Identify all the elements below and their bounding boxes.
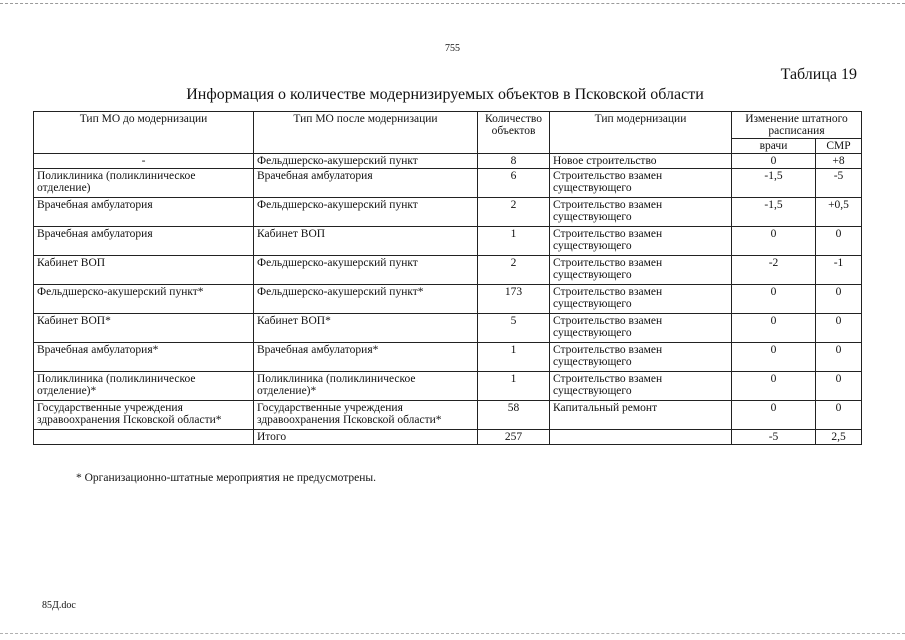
cell-after: Фельдшерско-акушерский пункт <box>254 198 478 227</box>
cell-nurses: 0 <box>816 343 862 372</box>
cell-modernization-type: Новое строительство <box>550 154 732 169</box>
cell-total-nurses: 2,5 <box>816 430 862 445</box>
cell-doctors: -1,5 <box>732 169 816 198</box>
cell-doctors: 0 <box>732 285 816 314</box>
header-staff-change: Изменение штатного расписания <box>732 112 862 139</box>
cell-doctors: 0 <box>732 372 816 401</box>
cell-count: 1 <box>478 372 550 401</box>
cell-count: 8 <box>478 154 550 169</box>
table-row <box>34 256 862 285</box>
table-row <box>34 154 862 169</box>
cell-after: Врачебная амбулатория <box>254 169 478 198</box>
cell-nurses: +8 <box>816 154 862 169</box>
table-row <box>34 198 862 227</box>
cell-doctors: -2 <box>732 256 816 285</box>
cell-after: Фельдшерско-акушерский пункт* <box>254 285 478 314</box>
cell-nurses: 0 <box>816 227 862 256</box>
table-header <box>34 112 862 154</box>
cell-after: Кабинет ВОП* <box>254 314 478 343</box>
cell-after: Фельдшерско-акушерский пункт <box>254 256 478 285</box>
cell-count: 5 <box>478 314 550 343</box>
table-row <box>34 401 862 430</box>
cell-total-empty-mod <box>550 430 732 445</box>
cell-after: Кабинет ВОП <box>254 227 478 256</box>
cell-total-label: Итого <box>254 430 478 445</box>
cell-modernization-type: Капитальный ремонт <box>550 401 732 430</box>
cell-count: 1 <box>478 227 550 256</box>
cell-count: 173 <box>478 285 550 314</box>
cell-modernization-type: Строительство взамен существующего <box>550 314 732 343</box>
cell-nurses: -5 <box>816 169 862 198</box>
cell-before: Государственные учреждения здравоохранения Псковской области* <box>34 401 254 430</box>
cell-nurses: 0 <box>816 401 862 430</box>
cell-before: Врачебная амбулатория <box>34 227 254 256</box>
table-row <box>34 372 862 401</box>
cell-modernization-type: Строительство взамен существующего <box>550 198 732 227</box>
cell-modernization-type: Строительство взамен существующего <box>550 372 732 401</box>
cell-modernization-type: Строительство взамен существующего <box>550 285 732 314</box>
cell-total-empty <box>34 430 254 445</box>
cell-count: 2 <box>478 256 550 285</box>
objects-table <box>33 111 862 445</box>
cell-modernization-type: Строительство взамен существующего <box>550 256 732 285</box>
page-number: 755 <box>445 43 460 54</box>
table-label: Таблица 19 <box>780 66 857 83</box>
cell-after: Поликлиника (поликлиническое отделение)* <box>254 372 478 401</box>
cell-modernization-type: Строительство взамен существующего <box>550 227 732 256</box>
cell-before: Кабинет ВОП <box>34 256 254 285</box>
cell-doctors: 0 <box>732 343 816 372</box>
cell-doctors: 0 <box>732 227 816 256</box>
table-row <box>34 343 862 372</box>
table-row <box>34 314 862 343</box>
table-row <box>34 169 862 198</box>
cell-nurses: +0,5 <box>816 198 862 227</box>
header-doctors: врачи <box>732 139 816 154</box>
cell-before: Кабинет ВОП* <box>34 314 254 343</box>
cell-nurses: 0 <box>816 372 862 401</box>
cell-before: Врачебная амбулатория <box>34 198 254 227</box>
cell-after: Фельдшерско-акушерский пункт <box>254 154 478 169</box>
table-body <box>34 154 862 445</box>
table-row <box>34 227 862 256</box>
cell-before: Фельдшерско-акушерский пункт* <box>34 285 254 314</box>
cell-before: Поликлиника (поликлиническое отделение) <box>34 169 254 198</box>
cell-before: Врачебная амбулатория* <box>34 343 254 372</box>
document-title: Информация о количестве модернизируемых объектов в Псковской области <box>186 86 704 103</box>
cell-before: Поликлиника (поликлиническое отделение)* <box>34 372 254 401</box>
cell-before: - <box>34 154 254 169</box>
header-modernization-type: Тип модернизации <box>550 112 732 154</box>
header-before: Тип МО до модернизации <box>34 112 254 154</box>
cell-after: Врачебная амбулатория* <box>254 343 478 372</box>
cell-doctors: 0 <box>732 401 816 430</box>
cell-count: 6 <box>478 169 550 198</box>
cell-total-count: 257 <box>478 430 550 445</box>
cell-count: 2 <box>478 198 550 227</box>
scan-edge-bottom <box>0 633 905 634</box>
cell-nurses: 0 <box>816 314 862 343</box>
cell-modernization-type: Строительство взамен существующего <box>550 343 732 372</box>
table-row <box>34 285 862 314</box>
scan-edge-top <box>0 3 905 4</box>
cell-doctors: 0 <box>732 154 816 169</box>
cell-modernization-type: Строительство взамен существующего <box>550 169 732 198</box>
table-total-row <box>34 430 862 445</box>
cell-count: 58 <box>478 401 550 430</box>
header-after: Тип МО после модернизации <box>254 112 478 154</box>
footnote: * Организационно-штатные мероприятия не предусмотрены. <box>76 472 377 484</box>
cell-count: 1 <box>478 343 550 372</box>
cell-doctors: -1,5 <box>732 198 816 227</box>
cell-after: Государственные учреждения здравоохранения Псковской области* <box>254 401 478 430</box>
cell-nurses: -1 <box>816 256 862 285</box>
header-count: Количество объектов <box>478 112 550 154</box>
file-name: 85Д.doc <box>42 600 76 611</box>
cell-total-doctors: -5 <box>732 430 816 445</box>
header-nurses: СМР <box>816 139 862 154</box>
cell-doctors: 0 <box>732 314 816 343</box>
cell-nurses: 0 <box>816 285 862 314</box>
